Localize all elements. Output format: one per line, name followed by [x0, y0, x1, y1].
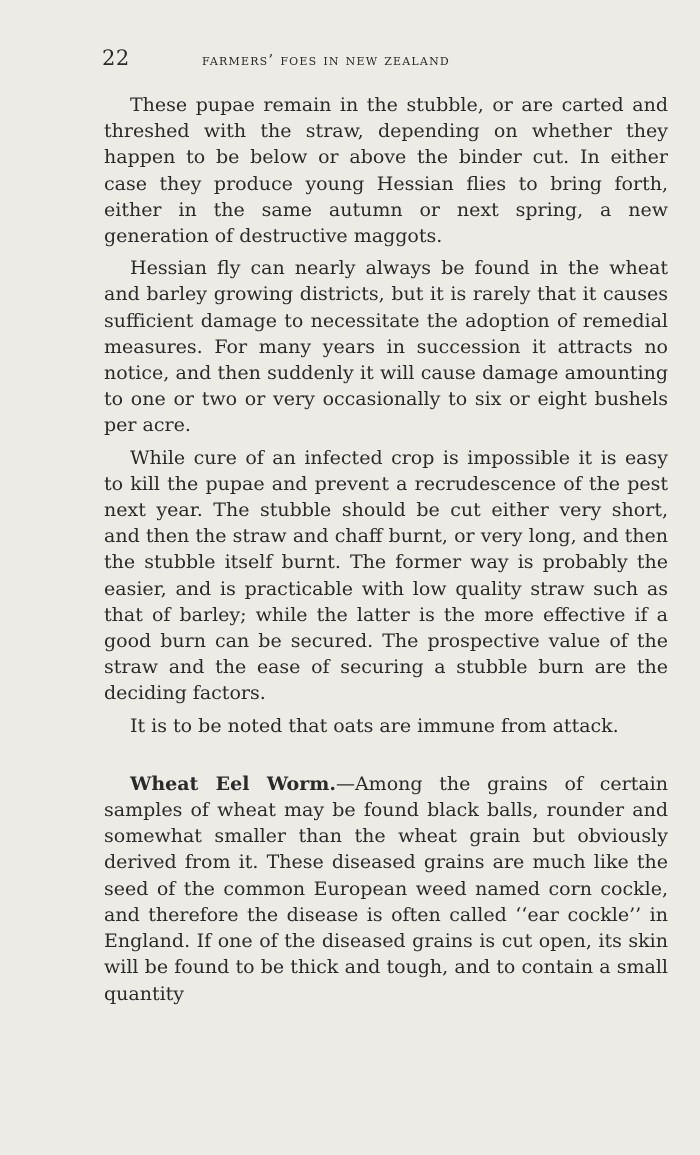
paragraph-text: —Among the grains of certain samples of wheat may be found black balls, rounder and somewhat smaller than the wheat grain but obviously derived from it. These diseased grains are much like the seed of the common European weed named corn cockle, and therefore the disease is often called ‘‘ear cockle’’ in England. If one of the diseased grains is cut open, its skin will be found to be thick and tough, and to contain a small quantity — [104, 772, 668, 1005]
paragraph-text: Hessian fly can nearly always be found in the wheat and barley growing districts, but it is rarely that it causes sufficient damage to necessitate the adoption of remedial measures. For many years in succession it attracts no notice, and then suddenly it will cause damage amounting to one or two or very occasionally to six or eight bushels per acre. — [104, 257, 668, 437]
paragraph-pupae — [104, 92, 668, 249]
section-heading: Wheat Eel Worm. — [130, 772, 336, 795]
paragraph-hessian-fly — [104, 255, 668, 438]
paragraph-text: These pupae remain in the stubble, or are carted and threshed with the straw, depending on whether they happen to be below or above the binder cut. In either case they produce young Hessian flies to bring forth, either in the same autumn or next spring, a new generation of destructive maggots. — [104, 94, 668, 248]
paragraph-text: It is to be noted that oats are immune from attack. — [130, 714, 619, 737]
paragraph-cure — [104, 445, 668, 707]
paragraph-wheat-eel-worm — [104, 771, 668, 1007]
page-number: 22 — [102, 46, 130, 70]
paragraph-text: While cure of an infected crop is impossible it is easy to kill the pupae and prevent a recrudescence of the pest next year. The stubble should be cut either very short, and then the straw and chaff burnt, or very long, and then the stubble itself burnt. The former way is probably the easier, and is practicable with low quality straw such as that of barley; while the latter is the more effective if a good burn can be secured. The prospective value of the straw and the ease of securing a stubble burn are the deciding factors. — [104, 446, 668, 705]
body-text — [104, 92, 668, 1007]
running-head — [102, 46, 668, 74]
paragraph-oats — [104, 713, 668, 739]
running-title: farmers’ foes in new zealand — [202, 51, 450, 69]
